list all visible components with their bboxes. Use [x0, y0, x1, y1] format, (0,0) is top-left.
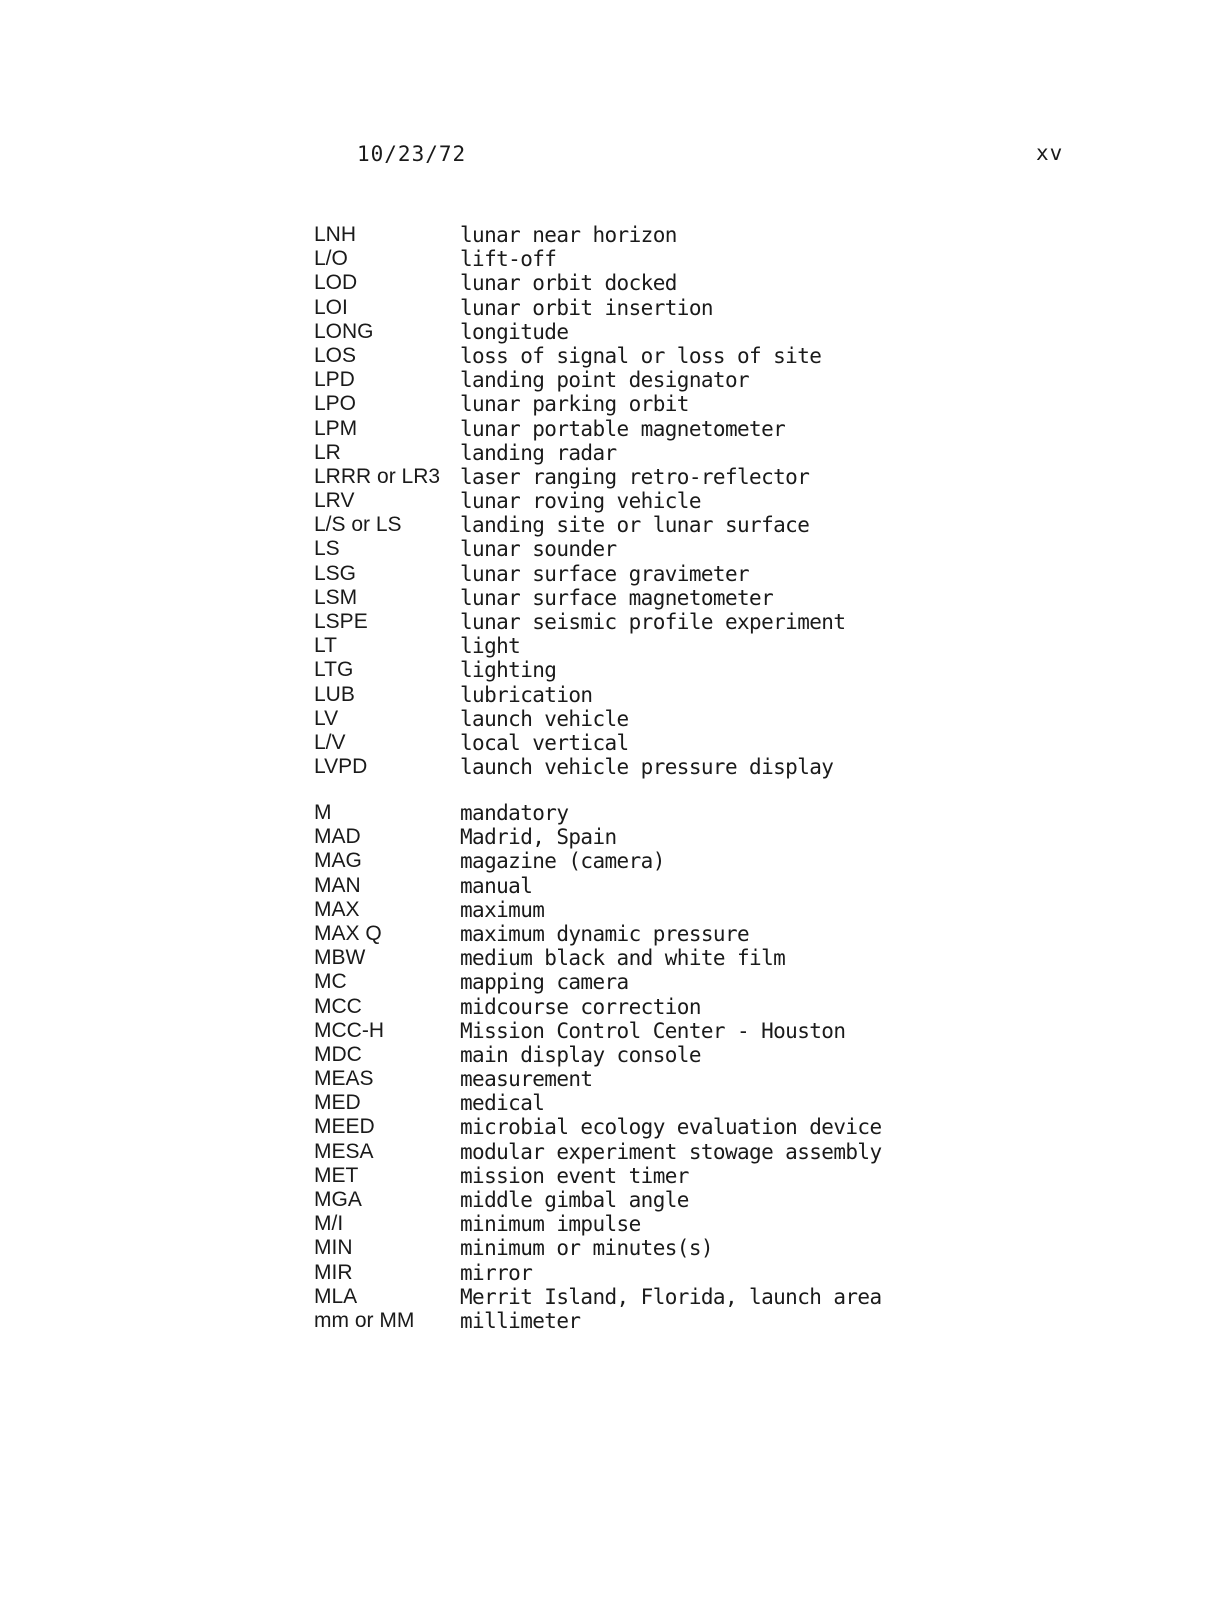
definition: modular experiment stowage assembly	[460, 1139, 882, 1164]
abbreviation: MCC	[314, 994, 362, 1018]
definition: mission event timer	[460, 1163, 689, 1188]
glossary-entry	[314, 1212, 914, 1236]
glossary-entry	[314, 1019, 914, 1043]
glossary-entry	[314, 874, 914, 898]
abbreviation: L/S or LS	[314, 513, 402, 537]
definition: mapping camera	[460, 970, 629, 995]
glossary-section-l	[314, 223, 914, 779]
definition: landing point designator	[460, 368, 750, 393]
abbreviation: LSM	[314, 585, 358, 609]
glossary-entry	[314, 537, 914, 561]
glossary-entry	[314, 731, 914, 755]
page-date: 10/23/72	[357, 142, 467, 166]
definition: launch vehicle	[460, 706, 629, 731]
abbreviation: L/O	[314, 247, 348, 271]
glossary-entry	[314, 970, 914, 994]
definition: lunar roving vehicle	[460, 489, 701, 514]
glossary-entry	[314, 271, 914, 295]
abbreviation: LOI	[314, 295, 348, 319]
glossary-entry	[314, 1140, 914, 1164]
definition: longitude	[460, 319, 569, 344]
glossary-entry	[314, 1236, 914, 1260]
glossary-entry	[314, 849, 914, 873]
glossary-entry	[314, 417, 914, 441]
definition: lubrication	[460, 682, 593, 707]
glossary-entry	[314, 683, 914, 707]
abbreviation: LPM	[314, 416, 358, 440]
glossary-entry	[314, 825, 914, 849]
definition: maximum dynamic pressure	[460, 921, 750, 946]
definition: manual	[460, 873, 533, 898]
definition: minimum or minutes(s)	[460, 1236, 713, 1261]
abbreviation: LRV	[314, 489, 355, 513]
definition: lighting	[460, 658, 557, 683]
abbreviation: LOD	[314, 271, 358, 295]
abbreviation: M	[314, 801, 332, 824]
definition: landing radar	[460, 440, 617, 465]
definition: minimum impulse	[460, 1212, 641, 1237]
abbreviation: LSPE	[314, 610, 368, 633]
glossary-entry	[314, 296, 914, 320]
abbreviation: LS	[314, 537, 340, 561]
definition: light	[460, 634, 521, 659]
glossary-entry	[314, 1043, 914, 1067]
definition: microbial ecology evaluation device	[460, 1115, 882, 1140]
glossary-entry	[314, 562, 914, 586]
abbreviation: MEED	[314, 1115, 375, 1139]
definition: lunar orbit docked	[460, 271, 677, 296]
abbreviation: MEAS	[314, 1067, 374, 1091]
abbreviation: MIR	[314, 1260, 353, 1284]
glossary-entry	[314, 1309, 914, 1333]
glossary-entry	[314, 1188, 914, 1212]
abbreviation: LTG	[314, 658, 354, 682]
glossary-entry	[314, 1067, 914, 1091]
abbreviation: MCC-H	[314, 1018, 384, 1042]
glossary-section-m	[314, 801, 914, 1333]
definition: loss of signal or loss of site	[460, 343, 822, 368]
definition: main display console	[460, 1042, 701, 1067]
definition: launch vehicle pressure display	[460, 755, 834, 780]
abbreviation: MED	[314, 1091, 361, 1115]
abbreviation: LT	[314, 634, 337, 658]
abbreviation: LVPD	[314, 755, 368, 779]
definition: middle gimbal angle	[460, 1188, 689, 1212]
definition: lunar surface magnetometer	[460, 585, 774, 610]
abbreviation: MAN	[314, 873, 361, 897]
glossary-entry	[314, 922, 914, 946]
glossary-entry	[314, 1091, 914, 1115]
glossary-entry	[314, 465, 914, 489]
glossary-entry	[314, 513, 914, 537]
abbreviation: LNH	[314, 223, 357, 246]
abbreviation: MAD	[314, 825, 361, 849]
glossary-entry	[314, 344, 914, 368]
abbreviation: MGA	[314, 1188, 362, 1211]
definition: Madrid, Spain	[460, 825, 617, 850]
glossary-entry	[314, 320, 914, 344]
glossary-entry	[314, 586, 914, 610]
abbreviation: MAG	[314, 849, 362, 873]
definition: local vertical	[460, 730, 629, 755]
glossary-entry	[314, 755, 914, 779]
definition: lunar near horizon	[460, 223, 677, 247]
glossary-entry	[314, 995, 914, 1019]
glossary-entry	[314, 801, 914, 825]
glossary-entry	[314, 610, 914, 634]
page-number: xv	[1036, 141, 1064, 165]
glossary-entry	[314, 1285, 914, 1309]
glossary-entry	[314, 489, 914, 513]
glossary-entry	[314, 1164, 914, 1188]
definition: lift-off	[460, 247, 557, 272]
glossary-entry	[314, 247, 914, 271]
abbreviation: LRRR or LR3	[314, 464, 441, 488]
abbreviation: LSG	[314, 561, 357, 585]
abbreviation: MAX Q	[314, 921, 382, 945]
abbreviation: L/V	[314, 730, 346, 754]
abbreviation: MDC	[314, 1042, 362, 1066]
abbreviation: MBW	[314, 946, 366, 970]
definition: midcourse correction	[460, 994, 701, 1019]
abbreviation: LONG	[314, 319, 374, 343]
abbreviation: M/I	[314, 1212, 344, 1236]
abbreviation: MC	[314, 970, 347, 994]
abbreviation: MLA	[314, 1284, 358, 1308]
definition: maximum	[460, 897, 545, 922]
glossary-entry	[314, 946, 914, 970]
glossary-entry	[314, 1115, 914, 1139]
abbreviation: LV	[314, 706, 339, 730]
abbreviation: mm or MM	[314, 1308, 415, 1332]
definition: millimeter	[460, 1308, 581, 1333]
abbreviation: MIN	[314, 1236, 353, 1260]
definition: lunar surface gravimeter	[460, 561, 750, 586]
glossary-entry	[314, 658, 914, 682]
definition: medical	[460, 1091, 545, 1116]
glossary-entry	[314, 392, 914, 416]
definition: lunar seismic profile experiment	[460, 610, 846, 634]
glossary-entry	[314, 223, 914, 247]
definition: lunar portable magnetometer	[460, 416, 786, 441]
definition: landing site or lunar surface	[460, 513, 810, 538]
abbreviation: LPO	[314, 392, 357, 416]
glossary-entry	[314, 368, 914, 392]
definition: mirror	[460, 1260, 533, 1285]
abbreviation: MAX	[314, 897, 360, 921]
abbreviation: LR	[314, 440, 341, 464]
glossary-entry	[314, 1261, 914, 1285]
abbreviation: LOS	[314, 343, 357, 367]
abbreviation: LUB	[314, 682, 355, 706]
glossary-entry	[314, 707, 914, 731]
definition: Mission Control Center - Houston	[460, 1018, 846, 1043]
glossary-entry	[314, 634, 914, 658]
definition: lunar parking orbit	[460, 392, 689, 417]
definition: lunar orbit insertion	[460, 295, 713, 320]
glossary-entry	[314, 898, 914, 922]
definition: mandatory	[460, 801, 569, 825]
abbreviation: LPD	[314, 368, 355, 392]
abbreviation: MET	[314, 1163, 359, 1187]
definition: magazine (camera)	[460, 849, 665, 874]
abbreviation: MESA	[314, 1139, 374, 1163]
definition: measurement	[460, 1067, 593, 1092]
glossary-entry	[314, 441, 914, 465]
definition: medium black and white film	[460, 946, 786, 971]
definition: Merrit Island, Florida, launch area	[460, 1284, 882, 1309]
definition: lunar sounder	[460, 537, 617, 562]
definition: laser ranging retro-reflector	[460, 464, 810, 489]
